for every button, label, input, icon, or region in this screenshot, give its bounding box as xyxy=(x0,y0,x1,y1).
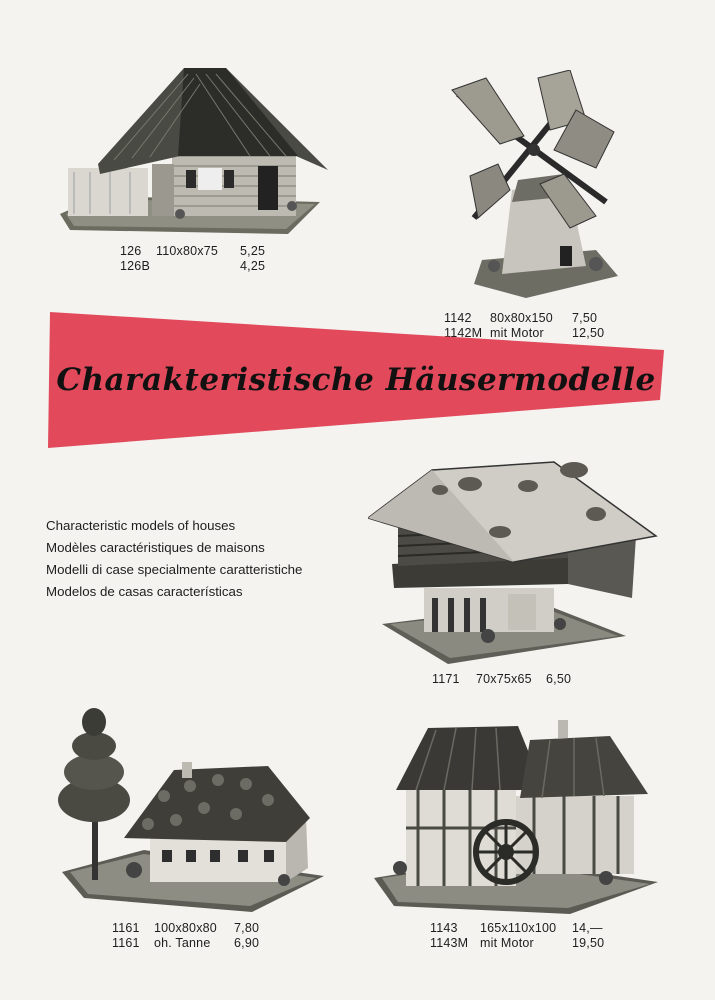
description-italian: Modelli di case specialmente caratteristiche xyxy=(46,562,303,577)
model-size: 70x75x65 xyxy=(476,672,532,686)
model-price: 6,50 xyxy=(546,672,572,686)
title-banner xyxy=(46,312,666,448)
model-price: 6,90 xyxy=(234,936,260,950)
watermill-illustration xyxy=(374,718,660,914)
spec-row xyxy=(112,936,259,951)
model-size: 110x80x75 xyxy=(156,244,219,258)
model-size: oh. Tanne xyxy=(154,936,211,950)
alpine-chalet-illustration xyxy=(368,458,658,664)
model-price: 14,— xyxy=(572,921,603,935)
model-number: 1161 xyxy=(112,936,140,950)
farmhouse-with-tree-illustration xyxy=(54,700,328,914)
model-number: 1143M xyxy=(430,936,469,950)
spec-row xyxy=(430,936,604,951)
model-size: mit Motor xyxy=(480,936,534,950)
model-size: 80x80x150 xyxy=(490,311,553,325)
spec-1171 xyxy=(432,672,571,687)
model-size: 165x110x100 xyxy=(480,921,557,935)
model-number: 1142M xyxy=(444,326,483,340)
spec-row xyxy=(112,921,259,936)
page-title: Charakteristische Häusermodelle xyxy=(56,362,656,398)
language-descriptions xyxy=(46,515,302,603)
description-english: Characteristic models of houses xyxy=(46,518,236,533)
windmill-illustration xyxy=(446,70,626,300)
spec-row xyxy=(120,244,265,259)
model-price: 12,50 xyxy=(572,326,605,340)
spec-row xyxy=(430,921,604,936)
description-spanish: Modelos de casas características xyxy=(46,584,243,599)
description-french: Modèles caractéristiques de maisons xyxy=(46,540,265,555)
model-price: 4,25 xyxy=(240,259,266,273)
spec-row xyxy=(432,672,571,687)
spec-1161 xyxy=(112,921,259,951)
model-number: 1171 xyxy=(432,672,460,686)
model-number: 1143 xyxy=(430,921,458,935)
model-size: 100x80x80 xyxy=(154,921,217,935)
model-number: 126 xyxy=(120,244,142,258)
spec-126 xyxy=(120,244,265,274)
thatched-cottage-illustration xyxy=(60,64,332,234)
model-price: 7,50 xyxy=(572,311,598,325)
spec-row xyxy=(120,259,265,274)
model-number: 126B xyxy=(120,259,150,273)
model-number: 1161 xyxy=(112,921,140,935)
model-number: 1142 xyxy=(444,311,472,325)
model-price: 7,80 xyxy=(234,921,260,935)
model-price: 19,50 xyxy=(572,936,605,950)
spec-1143 xyxy=(430,921,604,951)
model-size: mit Motor xyxy=(490,326,544,340)
model-price: 5,25 xyxy=(240,244,266,258)
model-size xyxy=(156,259,240,274)
